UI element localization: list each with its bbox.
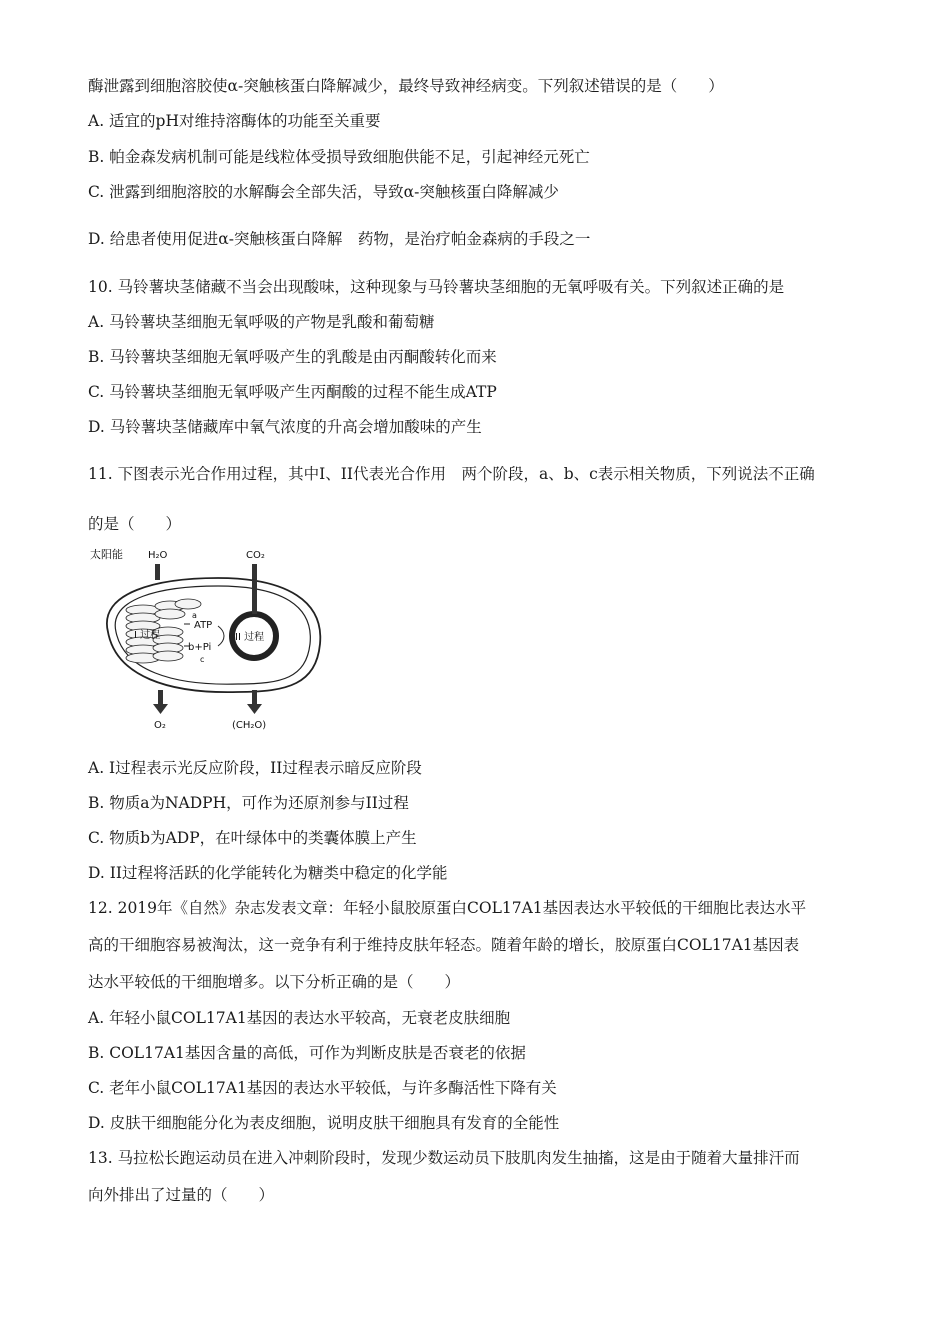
co2-label: CO₂ [246, 550, 265, 561]
co2-inlet [252, 564, 257, 580]
sunlight-label: 太阳能 [90, 548, 123, 561]
q12-option-c: C. 老年小鼠COL17A1基因的表达水平较低，与许多酶活性下降有关 [88, 1079, 557, 1097]
chloroplast-diagram [88, 544, 328, 734]
q12-option-a: A. 年轻小鼠COL17A1基因的表达水平较高，无衰老皮肤细胞 [88, 1009, 511, 1027]
adp-label: b+Pi [188, 642, 212, 653]
question-12-stem-cont-1: 高的干细胞容易被淘汰，这一竞争有利于维持皮肤年轻态。随着年龄的增长，胶原蛋白COL17A1基因表 [88, 936, 800, 954]
q11-option-d: D. II过程将活跃的化学能转化为糖类中稳定的化学能 [88, 864, 448, 882]
question-12-stem-cont-2: 达水平较低的干细胞增多。以下分析正确的是（ ） [88, 973, 461, 991]
q9-option-b: B. 帕金森发病机制可能是线粒体受损导致细胞供能不足，引起神经元死亡 [88, 148, 590, 166]
q9-option-d: D. 给患者使用促进α-突触核蛋白降解 药物，是治疗帕金森病的手段之一 [88, 230, 591, 248]
sugar-outlet-shaft [252, 690, 257, 706]
h2o-label: H₂O [148, 550, 168, 561]
o2-outlet-head [153, 704, 168, 714]
q10-option-a: A. 马铃薯块茎细胞无氧呼吸的产物是乳酸和葡萄糖 [88, 313, 435, 331]
q11-option-c: C. 物质b为ADP，在叶绿体中的类囊体膜上产生 [88, 829, 417, 847]
question-12-stem: 12. 2019年《自然》杂志发表文章：年轻小鼠胶原蛋白COL17A1基因表达水平较低的干细胞比表达水平 [88, 899, 807, 917]
question-13-stem: 13. 马拉松长跑运动员在进入冲刺阶段时，发现少数运动员下肢肌肉发生抽搐，这是由于随着大量排汗而 [88, 1149, 800, 1167]
c-label: c [200, 655, 205, 664]
a-label: a [192, 611, 197, 620]
q12-option-d: D. 皮肤干细胞能分化为表皮细胞，说明皮肤干细胞具有发育的全能性 [88, 1114, 560, 1132]
sugar-label: (CH₂O) [232, 720, 267, 731]
question-10-stem: 10. 马铃薯块茎储藏不当会出现酸味，这种现象与马铃薯块茎细胞的无氧呼吸有关。下列叙述正确的是 [88, 278, 785, 296]
question-13-stem-cont: 向外排出了过量的（ ） [88, 1186, 275, 1204]
q12-option-b: B. COL17A1基因含量的高低，可作为判断皮肤是否衰老的依据 [88, 1044, 526, 1062]
o2-label: O₂ [154, 720, 166, 731]
q10-option-d: D. 马铃薯块茎储藏库中氧气浓度的升高会增加酸味的产生 [88, 418, 482, 436]
question-9-stem-end: 酶泄露到细胞溶胶使α-突触核蛋白降解减少，最终导致神经病变。下列叙述错误的是（ ） [88, 77, 724, 95]
h2o-inlet [155, 564, 160, 580]
co2-channel [252, 580, 257, 614]
question-11-stem: 11. 下图表示光合作用过程，其中I、II代表光合作用 两个阶段，a、b、c表示相关物质，下列说法不正确 [88, 465, 815, 483]
o2-outlet-shaft [158, 690, 163, 706]
q9-option-c: C. 泄露到细胞溶胶的水解酶会全部失活，导致α-突触核蛋白降解减少 [88, 183, 559, 201]
q10-option-c: C. 马铃薯块茎细胞无氧呼吸产生丙酮酸的过程不能生成ATP [88, 383, 497, 401]
question-11-stem-cont: 的是（ ） [88, 515, 182, 533]
q10-option-b: B. 马铃薯块茎细胞无氧呼吸产生的乳酸是由丙酮酸转化而来 [88, 348, 497, 366]
stage-2-label: II 过程 [235, 632, 265, 643]
stage-1-label: I 过程 [134, 630, 161, 641]
sugar-outlet-head [247, 704, 262, 714]
atp-label: ATP [194, 620, 213, 631]
q9-option-a: A. 适宜的pH对维持溶酶体的功能至关重要 [88, 112, 381, 130]
q11-option-a: A. I过程表示光反应阶段，II过程表示暗反应阶段 [88, 759, 422, 777]
q11-option-b: B. 物质a为NADPH，可作为还原剂参与II过程 [88, 794, 409, 812]
